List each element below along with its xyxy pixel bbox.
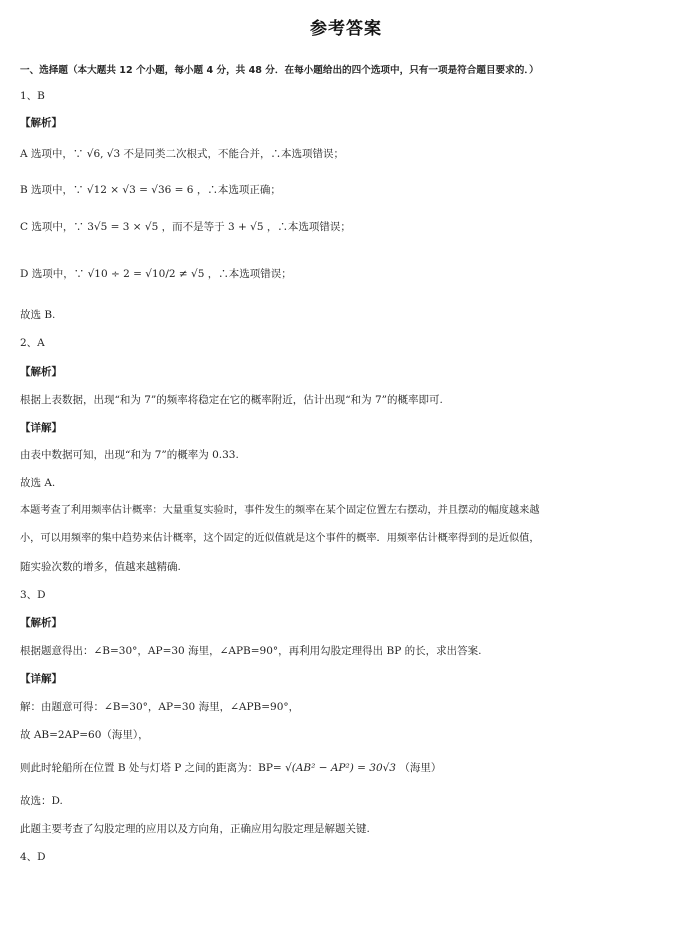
q3-jiexi-text: 根据题意得出：∠B=30°，AP=30 海里，∠APB=90°，再利用勾股定理得出 BP 的长，求出答案. xyxy=(20,645,482,657)
q2-number: 2、A xyxy=(20,337,45,349)
q2-jiexi-heading: 【解析】 xyxy=(20,366,62,378)
q1-c-suffix: ，∴本选项错误； xyxy=(266,221,351,233)
q3-detail-3 xyxy=(20,761,441,775)
q3-summary: 此题主要考查了勾股定理的应用以及方向角，正确应用勾股定理是解题关键. xyxy=(20,823,370,835)
q1-d-math: √10 ÷ 2 = √10/2 ≠ √5 xyxy=(87,268,205,280)
q2-conclusion: 故选 A. xyxy=(20,477,56,489)
q1-conclusion: 故选 B. xyxy=(20,309,56,321)
q1-option-b xyxy=(20,183,281,197)
q1-option-d xyxy=(20,267,292,281)
q3-conclusion: 故选：D. xyxy=(20,795,63,807)
q1-a-math: √6, √3 xyxy=(86,148,121,160)
q1-jiexi-heading: 【解析】 xyxy=(20,117,62,129)
q3-detail-3-prefix: 则此时轮船所在位置 B 处与灯塔 P 之间的距离为：BP= xyxy=(20,762,282,774)
q1-option-c xyxy=(20,220,351,234)
q1-c-math2: 3 + √5 xyxy=(227,221,264,233)
q1-b-suffix: ，∴本选项正确； xyxy=(196,184,281,196)
q4-number: 4、D xyxy=(20,851,46,863)
q2-xiangjie-heading: 【详解】 xyxy=(20,422,62,434)
q2-summary-line-3: 随实验次数的增多，值越来越精确. xyxy=(20,561,181,573)
q3-detail-3-math: √(AB² − AP²) = 30√3 xyxy=(285,762,396,774)
q1-d-suffix: ，∴本选项错误； xyxy=(207,268,292,280)
q3-number: 3、D xyxy=(20,589,46,601)
q2-detail: 由表中数据可知，出现“和为 7”的概率为 0.33. xyxy=(20,449,239,461)
q1-d-prefix: D 选项中，∵ xyxy=(20,268,85,280)
q3-detail-2: 故 AB=2AP=60（海里）， xyxy=(20,729,149,741)
q1-b-prefix: B 选项中，∵ xyxy=(20,184,84,196)
q1-b-math: √12 × √3 = √36 = 6 xyxy=(86,184,194,196)
section-header: 一、选择题（本大题共 12 个小题，每小题 4 分，共 48 分．在每小题给出的四个选项中，只有一项是符合题目要求的．） xyxy=(20,65,539,76)
q1-c-math: 3√5 = 3 × √5 xyxy=(87,221,159,233)
q2-summary-line-2: 小，可以用频率的集中趋势来估计概率，这个固定的近似值就是这个事件的概率．用频率估计概率得到的是近似值， xyxy=(20,533,540,544)
q1-a-prefix: A 选项中，∵ xyxy=(20,148,84,160)
q3-detail-1: 解：由题意可得：∠B=30°，AP=30 海里，∠APB=90°， xyxy=(20,701,300,713)
q3-detail-3-suffix: （海里） xyxy=(399,762,442,774)
q1-c-mid: ，而不是等于 xyxy=(161,221,225,233)
q3-xiangjie-heading: 【详解】 xyxy=(20,673,62,685)
q2-jiexi-text: 根据上表数据，出现“和为 7”的频率将稳定在它的概率附近，估计出现“和为 7”的概率即可. xyxy=(20,394,443,406)
q1-option-a xyxy=(20,147,344,161)
q1-a-suffix: 不是同类二次根式，不能合并，∴本选项错误； xyxy=(123,148,345,160)
q1-number: 1、B xyxy=(20,90,45,102)
q3-jiexi-heading: 【解析】 xyxy=(20,617,62,629)
q2-summary-line-1: 本题考查了利用频率估计概率：大量重复实验时，事件发生的频率在某个固定位置左右摆动，并且摆动的幅度越来越 xyxy=(20,505,540,516)
page-title: 参考答案 xyxy=(310,19,382,39)
q1-c-prefix: C 选项中，∵ xyxy=(20,221,84,233)
